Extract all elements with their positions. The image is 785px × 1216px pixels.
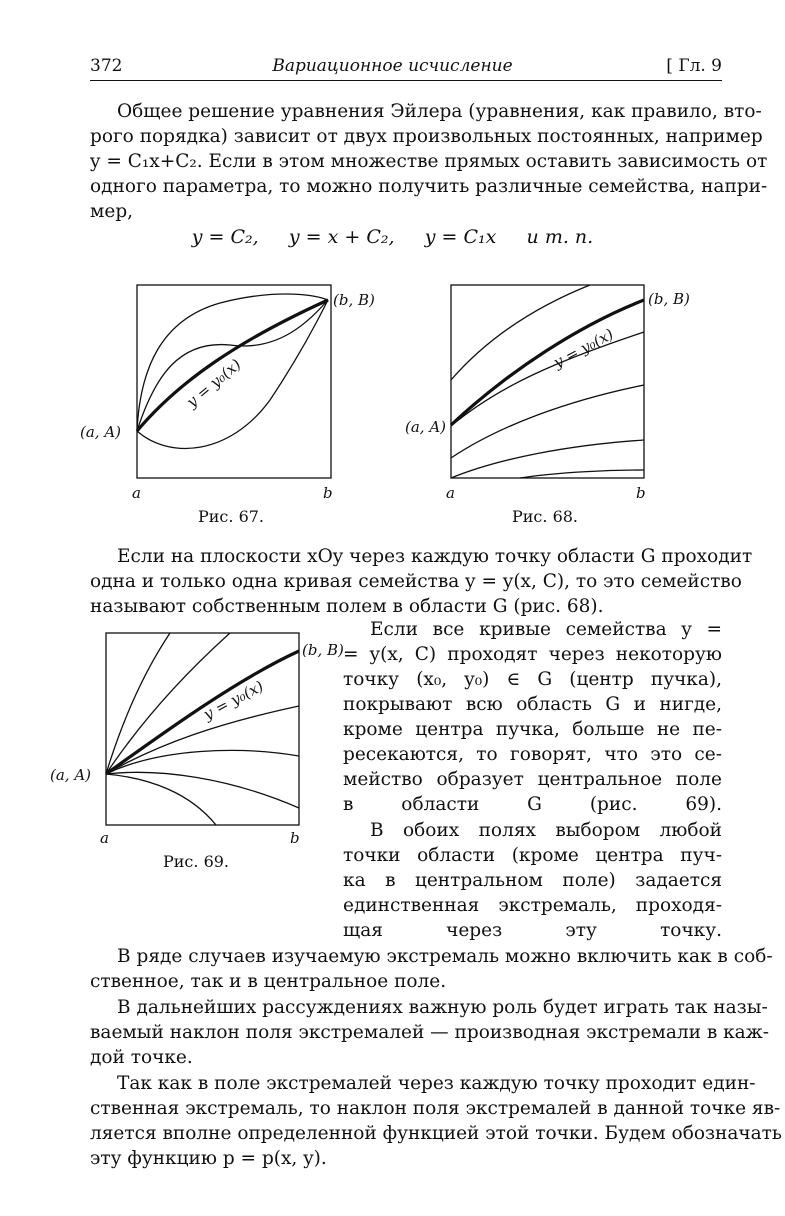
fig69-curve-label: y = y₀(x) — [200, 677, 267, 724]
p4-line-5: щая через эту точку. — [343, 920, 722, 941]
fig68-axis-b: b — [636, 484, 646, 502]
page-number: 372 — [90, 56, 123, 76]
p7-line-4: эту функцию p = p(x, y). — [90, 1148, 327, 1169]
p3-line-8: в области G (рис. 69). — [343, 794, 722, 815]
p1-line-5: мер, — [90, 201, 134, 222]
fig69-axis-a: a — [100, 829, 109, 847]
p7-line-2: ственная экстремаль, то наклон поля экстремалей в данной точке яв- — [90, 1098, 781, 1119]
p5-line-1: В ряде случаев изучаемую экстремаль можно включить как в соб- — [117, 946, 773, 967]
fig67-caption: Рис. 67. — [198, 507, 265, 526]
p3-line-7: мейство образует центральное поле — [343, 769, 722, 790]
fig68-curve-6 — [520, 470, 644, 478]
p2-line-1: Если на плоскости xOy через каждую точку области G проходит — [117, 546, 753, 567]
fig68-curve-4 — [451, 385, 644, 458]
p1-line-4: одного параметра, то можно получить различные семейства, напри- — [90, 176, 768, 197]
fig69-ray-6 — [106, 772, 299, 808]
fig67-axis-b: b — [323, 484, 333, 502]
p5-line-2: ственное, так и в центральное поле. — [90, 971, 447, 992]
p3-line-5: кроме центра пучка, больше не пе- — [343, 719, 722, 740]
fig69-label-start: (a, A) — [50, 766, 92, 784]
fig68-label-end: (b, B) — [648, 290, 690, 308]
fig68-axis-a: a — [446, 484, 455, 502]
p4-line-3: ка в центральном поле) задается — [343, 870, 722, 891]
p3-line-3: точку (x₀, y₀) ∈ G (центр пучка), — [343, 669, 722, 690]
p6-line-3: дой точке. — [90, 1047, 193, 1068]
p6-line-1: В дальнейших рассуждениях важную роль будет играть так назы- — [117, 997, 768, 1018]
figure-69 — [50, 628, 350, 853]
chapter-label: [ Гл. 9 — [666, 56, 722, 76]
p2-line-3: называют собственным полем в области G (рис. 68). — [90, 596, 604, 617]
fig69-ray-4 — [106, 706, 299, 774]
fig68-curve-label: y = y₀(x) — [550, 325, 617, 372]
fig69-caption: Рис. 69. — [163, 852, 230, 871]
p3-line-4: покрывают всю область G и нигде, — [343, 694, 722, 715]
p3-line-2: = y(x, C) проходят через некоторую — [343, 644, 722, 665]
fig69-ray-7 — [106, 774, 216, 825]
fig68-extremal — [451, 300, 644, 425]
header-rule — [90, 80, 722, 81]
p3-line-1: Если все кривые семейства y = — [370, 619, 722, 640]
fig69-label-end: (b, B) — [302, 641, 344, 659]
p4-line-1: В обоих полях выбором любой — [370, 820, 722, 841]
fig67-label-end: (b, B) — [333, 291, 375, 309]
p1-line-1: Общее решение уравнения Эйлера (уравнения, как правило, вто- — [117, 101, 762, 122]
figure-68 — [400, 280, 720, 505]
p4-line-2: точки области (кроме центра пуч- — [343, 845, 722, 866]
p3-line-6: ресекаются, то говорят, что это се- — [343, 744, 722, 765]
p1-line-3: y = C₁x+C₂. Если в этом множестве прямых оставить зависимость от — [90, 151, 768, 172]
fig68-label-start: (a, A) — [405, 418, 447, 436]
formula: y = C₂, y = x + C₂, y = C₁x и т. п. — [191, 226, 594, 248]
running-title: Вариационное исчисление — [272, 56, 513, 76]
fig68-curve-5 — [451, 440, 644, 478]
p6-line-2: ваемый наклон поля экстремалей — производная экстремали в каж- — [90, 1022, 769, 1043]
p7-line-1: Так как в поле экстремалей через каждую точку проходит един- — [117, 1073, 756, 1094]
fig67-axis-a: a — [132, 484, 141, 502]
fig68-caption: Рис. 68. — [512, 507, 579, 526]
p2-line-2: одна и только одна кривая семейства y = y(x, C), то это семейство — [90, 571, 742, 592]
fig67-label-start: (a, A) — [80, 423, 122, 441]
p1-line-2: рого порядка) зависит от двух произвольных постоянных, например — [90, 126, 763, 147]
p4-line-4: единственная экстремаль, проходя- — [343, 895, 722, 916]
fig67-curve-label: y = y₀(x) — [183, 355, 245, 412]
figure-67 — [80, 280, 400, 505]
fig69-axis-b: b — [290, 829, 300, 847]
p7-line-3: ляется вполне определенной функцией этой точки. Будем обозначать — [90, 1123, 782, 1144]
